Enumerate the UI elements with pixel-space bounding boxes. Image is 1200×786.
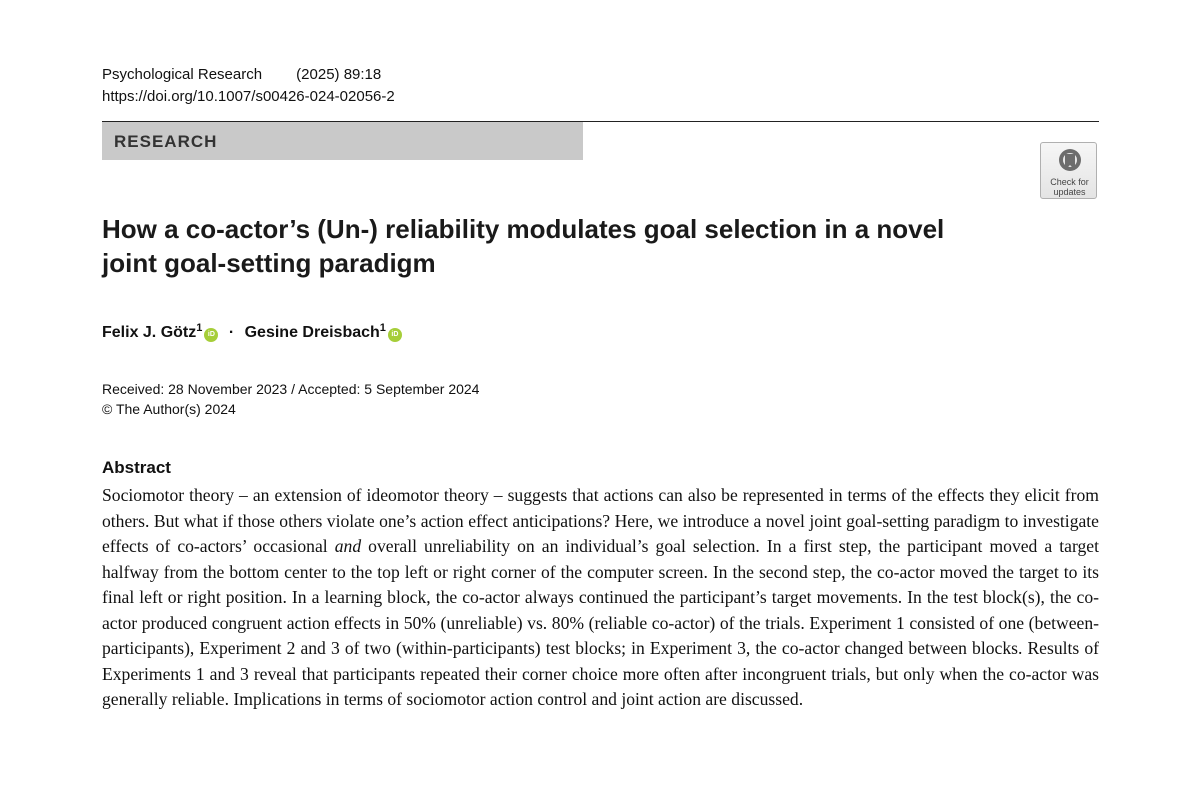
article-type-bar [102,122,583,160]
author-name: Felix J. Götz [102,324,197,341]
abstract-text: Sociomotor theory – an extension of ideomotor theory – suggests that actions can also be represented in terms of the effects they elicit from others. But what if those others violate one’s action effect anticipations? Here, we introduce a novel joint goal-setting paradigm to investigate effects of co-actors’ occasional and overall unreliability on an individual’s goal selection. In a first step, the participant moved a target halfway from the bottom center to the top left or right corner of the computer screen. In the second step, the co-actor moved the target to its final left or right position. In a learning block, the co-actor always continued the participant’s target movements. In the test block(s), the co-actor produced congruent action effects in 50% (unreliable) vs. 80% (reliable co-actor) of the trials. Experiment 1 consisted of one (between-participants), Experiment 2 and 3 of two (within-participants) test blocks; in Experiment 3, the co-actor changed between blocks. Results of Experiments 1 and 3 reveal that participants repeated their corner choice more often after incongruent trials, but only when the co-actor was generally reliable. Implications in terms of sociomotor action control and joint action are discussed. [102,485,1099,709]
abstract-heading: Abstract [102,458,171,477]
author-name: Gesine Dreisbach [244,324,380,341]
journal-citation: (2025) 89:18 [296,66,382,83]
copyright-notice: © The Author(s) 2024 [102,401,236,417]
abstract-emphasis: and [334,536,362,556]
bookmark-icon [1058,148,1082,176]
doi-link[interactable]: https://doi.org/10.1007/s00426-024-02056-2 [102,88,395,105]
check-for-updates-button[interactable] [1040,142,1097,199]
article-type-label: RESEARCH [114,132,218,151]
author-affiliation: 1 [379,322,386,334]
journal-name: Psychological Research [102,66,263,83]
check-for-updates-label: Check for updates [1050,177,1089,197]
journal-header [102,66,381,84]
article-title: How a co-actor’s (Un-) reliability modulates goal selection in a novel joint goal-setting paradigm [102,214,945,278]
orcid-icon[interactable]: iD [388,328,402,342]
orcid-icon[interactable]: iD [204,328,218,342]
author-affiliation: 1 [196,322,203,334]
author-separator: · [228,324,235,341]
author-list [102,318,402,343]
received-accepted-dates: Received: 28 November 2023 / Accepted: 5 September 2024 [102,381,480,397]
